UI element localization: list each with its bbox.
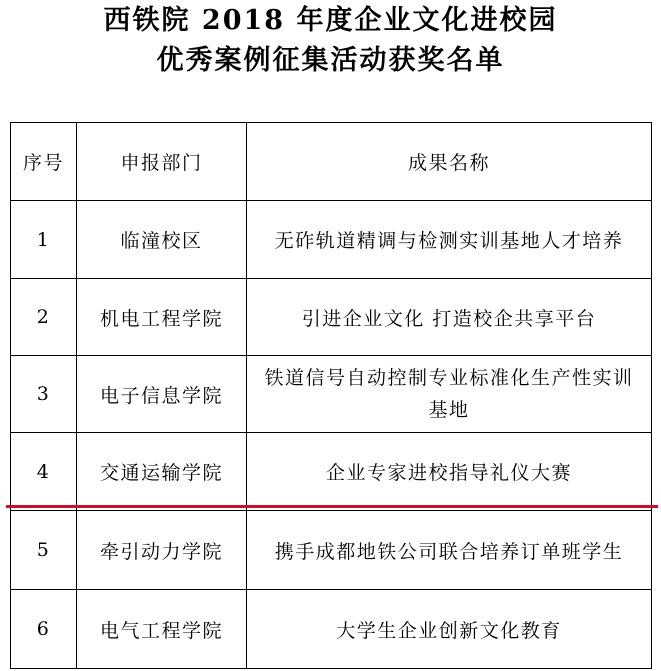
header-no: 序号 — [11, 123, 77, 201]
row-result: 引进企业文化 打造校企共享平台 — [247, 279, 652, 356]
header-result: 成果名称 — [247, 123, 652, 201]
row-department: 交通运输学院 — [77, 433, 247, 511]
row-department: 电子信息学院 — [77, 356, 247, 433]
row-result: 携手成都地铁公司联合培养订单班学生 — [247, 511, 652, 590]
table-row — [11, 279, 652, 356]
row-number: 6 — [11, 590, 77, 669]
row-result: 大学生企业创新文化教育 — [247, 590, 652, 669]
table-header-row — [11, 123, 652, 201]
table-row — [11, 433, 652, 511]
row-number: 5 — [11, 511, 77, 590]
table-row — [11, 201, 652, 279]
table-row — [11, 356, 652, 433]
row-result: 铁道信号自动控制专业标准化生产性实训基地 — [247, 356, 652, 433]
document-title-line-1: 西铁院 2018 年度企业文化进校园 — [103, 5, 558, 36]
row-number: 1 — [11, 201, 77, 279]
row-number: 4 — [11, 433, 77, 511]
row-result: 企业专家进校指导礼仪大赛 — [247, 433, 652, 511]
row-number: 3 — [11, 356, 77, 433]
row-department: 临潼校区 — [77, 201, 247, 279]
table-row — [11, 511, 652, 590]
red-annotation-line — [6, 505, 658, 508]
table-row — [11, 590, 652, 669]
row-department: 牵引动力学院 — [77, 511, 247, 590]
row-department: 机电工程学院 — [77, 279, 247, 356]
row-result: 无砟轨道精调与检测实训基地人才培养 — [247, 201, 652, 279]
row-number: 2 — [11, 279, 77, 356]
award-list-table — [10, 122, 652, 669]
header-department: 申报部门 — [77, 123, 247, 201]
row-department: 电气工程学院 — [77, 590, 247, 669]
document-title-line-2: 优秀案例征集活动获奖名单 — [156, 45, 505, 76]
